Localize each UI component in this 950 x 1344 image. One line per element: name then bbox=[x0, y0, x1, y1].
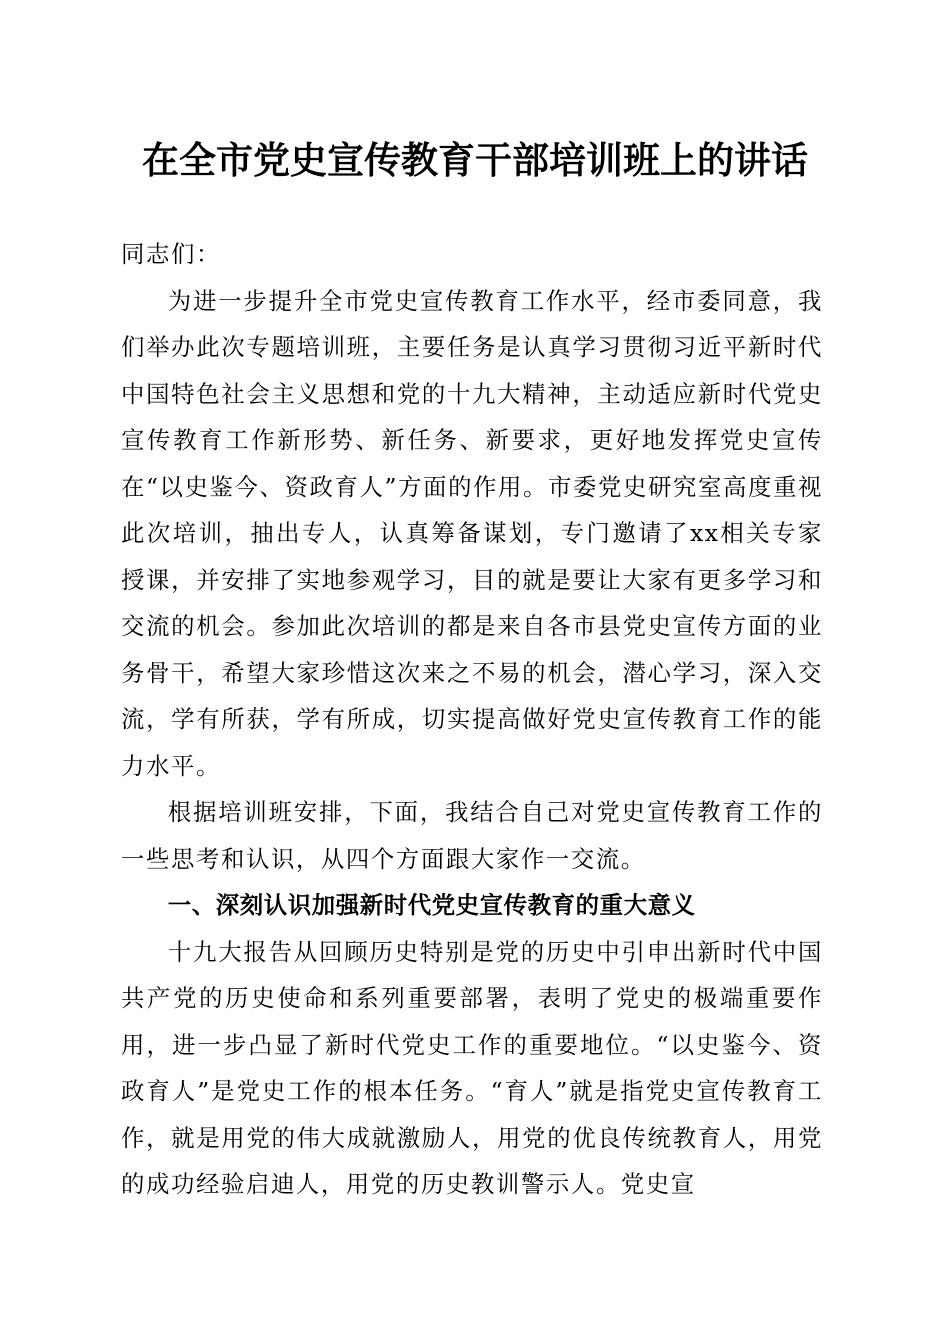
paragraph-outline: 根据培训班安排，下面，我结合自己对党史宣传教育工作的一些思考和认识，从四个方面跟大家作一交流。 bbox=[121, 798, 823, 873]
section-paragraph: 十九大报告从回顾历史特别是党的历史中引申出新时代中国共产党的历史使命和系列重要部署，表明了党史的极端重要作用，进一步凸显了新时代党史工作的重要地位。“以史鉴今、资政育人”是党史工作的根本任务。“育人”就是指党史宣传教育工作，就是用党的伟大成就激励人，用党的优良传统教育人，用党的成功经验启迪人，用党的历史教训警示人。党史宣 bbox=[121, 937, 823, 1198]
paragraph-intro: 为进一步提升全市党史宣传教育工作水平，经市委同意，我们举办此次专题培训班，主要任务是认真学习贯彻习近平新时代中国特色社会主义思想和党的十九大精神，主动适应新时代党史宣传教育工作新形势、新任务、新要求，更好地发挥党史宣传在“以史鉴今、资政育人”方面的作用。市委党史研究室高度重视此次培训，抽出专人，认真筹备谋划，专门邀请了xx相关专家授课，并安排了实地参观学习，目的就是要让大家有更多学习和交流的机会。参加此次培训的都是来自各市县党史宣传方面的业务骨干，希望大家珍惜这次来之不易的机会，潜心学习，深入交流，学有所获，学有所成，切实提高做好党史宣传教育工作的能力水平。 bbox=[121, 286, 823, 780]
document-title: 在全市党史宣传教育干部培训班上的讲话 bbox=[142, 138, 808, 182]
section-heading: 一、深刻认识加强新时代党史宣传教育的重大意义 bbox=[167, 891, 696, 919]
salutation: 同志们： bbox=[121, 240, 221, 268]
document-body bbox=[121, 231, 823, 1208]
